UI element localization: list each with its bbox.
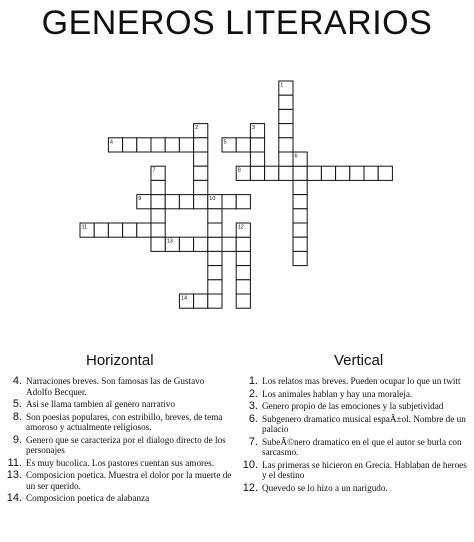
grid-cell[interactable] — [151, 138, 165, 152]
grid-cell[interactable] — [208, 280, 222, 294]
clue-item: 12. Quevedo se lo hizo a un narigudo. — [242, 481, 388, 494]
grid-cell[interactable] — [179, 237, 193, 251]
clue-item: 9. Genero que se caracteriza por el dialogo directo de los personajes — [12, 433, 226, 455]
grid-number-label: 6 — [294, 153, 298, 160]
grid-cell[interactable] — [236, 237, 250, 251]
grid-number-label: 4 — [109, 139, 113, 146]
grid-cell[interactable] — [194, 237, 208, 251]
grid-cell[interactable] — [321, 166, 335, 180]
grid-cell[interactable] — [236, 266, 250, 280]
clue-item: 8. Son poesias populares, con estribillo, breves, de tema amoroso y actualmente religiosos. — [12, 410, 223, 432]
grid-cell[interactable] — [279, 95, 293, 109]
grid-cell[interactable] — [194, 195, 208, 209]
grid-number-label: 8 — [237, 167, 241, 174]
clue-item: 3. Genero propio de las emociones y la subjetividad — [248, 400, 444, 412]
grid-cell[interactable] — [378, 166, 392, 180]
grid-cell[interactable] — [208, 237, 222, 251]
grid-number-label: 13 — [166, 238, 173, 245]
grid-cell[interactable] — [293, 237, 307, 251]
grid-cell[interactable] — [151, 195, 165, 209]
grid-cell[interactable] — [279, 152, 293, 166]
grid-cell[interactable] — [236, 138, 250, 152]
grid-cell[interactable] — [179, 195, 193, 209]
grid-cell[interactable] — [350, 166, 364, 180]
grid-cell[interactable] — [222, 237, 236, 251]
grid-cell[interactable] — [123, 223, 137, 237]
grid-cell[interactable] — [194, 138, 208, 152]
grid-cell[interactable] — [250, 138, 264, 152]
grid-number-label: 2 — [195, 125, 199, 132]
horizontal-clues — [0, 376, 232, 506]
grid-cell[interactable] — [279, 166, 293, 180]
grid-cell[interactable] — [279, 109, 293, 123]
grid-cell[interactable] — [236, 294, 250, 308]
grid-number-label: 3 — [251, 125, 255, 132]
grid-cell[interactable] — [94, 223, 108, 237]
grid-cell[interactable] — [265, 166, 279, 180]
grid-cell[interactable] — [137, 223, 151, 237]
grid-cell[interactable] — [108, 223, 122, 237]
clue-item: 14. Composicion poetica de alabanza — [6, 492, 150, 504]
clue-item: 13. Composicion poetica. Muestra el dolor por la muerte de un ser querido. — [6, 469, 232, 491]
grid-cell[interactable] — [336, 166, 350, 180]
grid-cell[interactable] — [293, 180, 307, 194]
grid-cell[interactable] — [364, 166, 378, 180]
grid-number-label: 7 — [152, 167, 156, 174]
page-title: GENEROS LITERARIOS — [41, 4, 433, 42]
grid-number-label: 10 — [209, 196, 216, 203]
grid-number-label: 14 — [180, 295, 188, 302]
grid-cell[interactable] — [222, 195, 236, 209]
vertical-heading: Vertical — [334, 352, 384, 369]
clue-item: 2. Los animales hablan y hay una moraleja. — [248, 387, 413, 400]
grid-cell[interactable] — [279, 124, 293, 138]
grid-number-label: 9 — [138, 196, 142, 203]
grid-cell[interactable] — [151, 180, 165, 194]
clue-item: 5. Asi se llama tambien al genero narrativo — [12, 398, 175, 410]
grid-cell[interactable] — [208, 209, 222, 223]
grid-cell[interactable] — [123, 138, 137, 152]
vertical-clues — [236, 376, 472, 495]
grid-cell[interactable] — [293, 166, 307, 180]
horizontal-heading: Horizontal — [86, 352, 154, 369]
grid-cell[interactable] — [293, 251, 307, 265]
grid-cell[interactable] — [179, 138, 193, 152]
grid-cell[interactable] — [165, 138, 179, 152]
grid-cell[interactable] — [250, 166, 264, 180]
grid-number-label: 11 — [81, 224, 88, 231]
grid-cell[interactable] — [250, 152, 264, 166]
clue-item: 6. Subgenero dramatico musical espaÃ±ol. Nombre de un palacio — [248, 412, 466, 434]
grid-cell[interactable] — [208, 251, 222, 265]
grid-cell[interactable] — [279, 138, 293, 152]
grid-cell[interactable] — [236, 195, 250, 209]
clue-item: 4. Narraciones breves. Son famosas las de Gustavo Adolfo Becquer. — [12, 375, 205, 397]
grid-cell[interactable] — [293, 209, 307, 223]
grid-cell[interactable] — [236, 280, 250, 294]
grid-cell[interactable] — [151, 209, 165, 223]
grid-cell[interactable] — [293, 195, 307, 209]
grid-cell[interactable] — [194, 180, 208, 194]
grid-number-label: 1 — [280, 82, 284, 89]
grid-cell[interactable] — [208, 266, 222, 280]
grid-cell[interactable] — [151, 237, 165, 251]
clue-item: 10. Las primeras se hicieron en Grecia. Hablaban de heroes y el destino — [242, 458, 467, 480]
grid-cell[interactable] — [194, 152, 208, 166]
grid-cell[interactable] — [151, 223, 165, 237]
grid-cell[interactable] — [137, 138, 151, 152]
grid-cell[interactable] — [194, 166, 208, 180]
grid-number-label: 5 — [223, 139, 227, 146]
clue-item: 1. Los relatos mas breves. Pueden ocupar lo que un twitt — [248, 375, 461, 387]
grid-number-label: 12 — [237, 224, 244, 231]
grid-cell[interactable] — [208, 223, 222, 237]
clue-item: 7. SubeÃ©nero dramatico en el que el autor se burla con sarcasmo. — [248, 435, 462, 457]
grid-cell[interactable] — [165, 195, 179, 209]
clue-item: 11. Es muy bucolica. Los pastores cuentan sus amores. — [7, 456, 215, 469]
grid-cell[interactable] — [236, 251, 250, 265]
grid-cell[interactable] — [208, 294, 222, 308]
grid-cell[interactable] — [307, 166, 321, 180]
grid-cell[interactable] — [293, 223, 307, 237]
grid-cell[interactable] — [194, 294, 208, 308]
